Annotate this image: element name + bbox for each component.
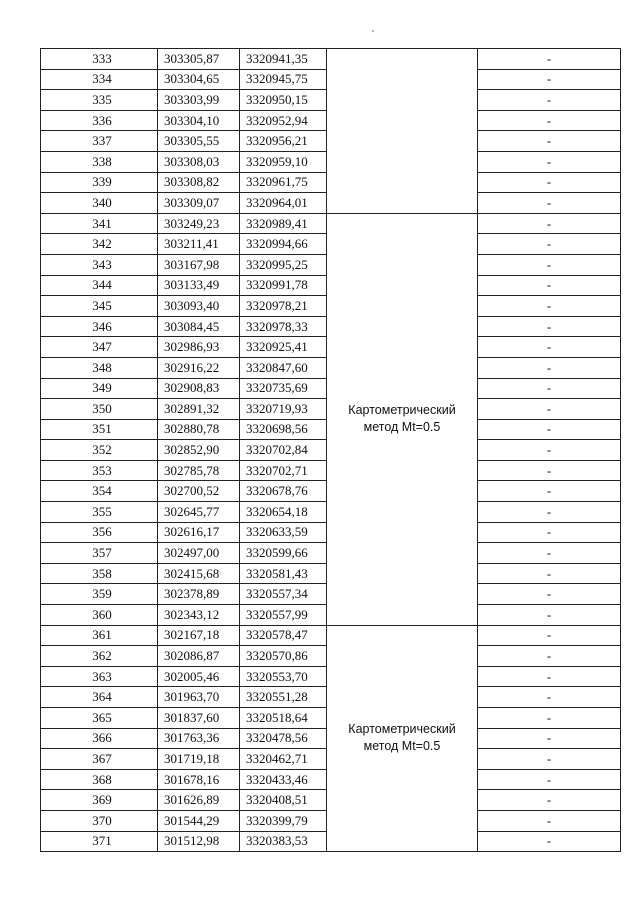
point-number-cell: 349 bbox=[41, 378, 158, 399]
point-number-cell: 344 bbox=[41, 275, 158, 296]
x-coordinate-cell: 303211,41 bbox=[158, 234, 240, 255]
y-coordinate-cell: 3320553,70 bbox=[240, 666, 327, 687]
point-number-cell: 341 bbox=[41, 213, 158, 234]
y-coordinate-cell: 3320989,41 bbox=[240, 213, 327, 234]
y-coordinate-cell: 3320956,21 bbox=[240, 131, 327, 152]
y-coordinate-cell: 3320408,51 bbox=[240, 790, 327, 811]
x-coordinate-cell: 302167,18 bbox=[158, 625, 240, 646]
point-number-cell: 334 bbox=[41, 69, 158, 90]
y-coordinate-cell: 3320941,35 bbox=[240, 49, 327, 70]
note-cell: - bbox=[478, 399, 621, 420]
y-coordinate-cell: 3320847,60 bbox=[240, 357, 327, 378]
note-cell: - bbox=[478, 460, 621, 481]
x-coordinate-cell: 303303,99 bbox=[158, 90, 240, 111]
method-text: Картометрический метод Mt=0.5 bbox=[348, 722, 456, 754]
x-coordinate-cell: 302086,87 bbox=[158, 646, 240, 667]
y-coordinate-cell: 3320959,10 bbox=[240, 151, 327, 172]
x-coordinate-cell: 303133,49 bbox=[158, 275, 240, 296]
y-coordinate-cell: 3320991,78 bbox=[240, 275, 327, 296]
x-coordinate-cell: 301678,16 bbox=[158, 769, 240, 790]
y-coordinate-cell: 3320399,79 bbox=[240, 810, 327, 831]
point-number-cell: 333 bbox=[41, 49, 158, 70]
note-cell: - bbox=[478, 790, 621, 811]
y-coordinate-cell: 3320702,71 bbox=[240, 460, 327, 481]
note-cell: - bbox=[478, 90, 621, 111]
x-coordinate-cell: 302378,89 bbox=[158, 584, 240, 605]
x-coordinate-cell: 303305,55 bbox=[158, 131, 240, 152]
x-coordinate-cell: 303304,65 bbox=[158, 69, 240, 90]
x-coordinate-cell: 302916,22 bbox=[158, 357, 240, 378]
y-coordinate-cell: 3320702,84 bbox=[240, 440, 327, 461]
y-coordinate-cell: 3320994,66 bbox=[240, 234, 327, 255]
point-number-cell: 363 bbox=[41, 666, 158, 687]
y-coordinate-cell: 3320478,56 bbox=[240, 728, 327, 749]
point-number-cell: 345 bbox=[41, 296, 158, 317]
x-coordinate-cell: 302785,78 bbox=[158, 460, 240, 481]
point-number-cell: 356 bbox=[41, 522, 158, 543]
point-number-cell: 360 bbox=[41, 605, 158, 626]
y-coordinate-cell: 3320462,71 bbox=[240, 749, 327, 770]
x-coordinate-cell: 302415,68 bbox=[158, 563, 240, 584]
note-cell: - bbox=[478, 193, 621, 214]
x-coordinate-cell: 302343,12 bbox=[158, 605, 240, 626]
x-coordinate-cell: 301719,18 bbox=[158, 749, 240, 770]
point-number-cell: 359 bbox=[41, 584, 158, 605]
point-number-cell: 369 bbox=[41, 790, 158, 811]
note-cell: - bbox=[478, 728, 621, 749]
note-cell: - bbox=[478, 69, 621, 90]
y-coordinate-cell: 3320383,53 bbox=[240, 831, 327, 852]
y-coordinate-cell: 3320735,69 bbox=[240, 378, 327, 399]
note-cell: - bbox=[478, 316, 621, 337]
y-coordinate-cell: 3320698,56 bbox=[240, 419, 327, 440]
x-coordinate-cell: 302005,46 bbox=[158, 666, 240, 687]
note-cell: - bbox=[478, 625, 621, 646]
x-coordinate-cell: 303308,03 bbox=[158, 151, 240, 172]
point-number-cell: 365 bbox=[41, 708, 158, 729]
point-number-cell: 355 bbox=[41, 502, 158, 523]
note-cell: - bbox=[478, 213, 621, 234]
point-number-cell: 337 bbox=[41, 131, 158, 152]
note-cell: - bbox=[478, 810, 621, 831]
note-cell: - bbox=[478, 646, 621, 667]
note-cell: - bbox=[478, 378, 621, 399]
x-coordinate-cell: 301626,89 bbox=[158, 790, 240, 811]
point-number-cell: 367 bbox=[41, 749, 158, 770]
point-number-cell: 368 bbox=[41, 769, 158, 790]
y-coordinate-cell: 3320995,25 bbox=[240, 254, 327, 275]
table-row bbox=[41, 625, 621, 646]
note-cell: - bbox=[478, 337, 621, 358]
y-coordinate-cell: 3320978,33 bbox=[240, 316, 327, 337]
point-number-cell: 351 bbox=[41, 419, 158, 440]
point-number-cell: 352 bbox=[41, 440, 158, 461]
note-cell: - bbox=[478, 563, 621, 584]
method-text: Картометрический метод Mt=0.5 bbox=[348, 403, 456, 435]
y-coordinate-cell: 3320633,59 bbox=[240, 522, 327, 543]
x-coordinate-cell: 301512,98 bbox=[158, 831, 240, 852]
note-cell: - bbox=[478, 502, 621, 523]
y-coordinate-cell: 3320433,46 bbox=[240, 769, 327, 790]
point-number-cell: 371 bbox=[41, 831, 158, 852]
y-coordinate-cell: 3320570,86 bbox=[240, 646, 327, 667]
note-cell: - bbox=[478, 831, 621, 852]
x-coordinate-cell: 302497,00 bbox=[158, 543, 240, 564]
point-number-cell: 358 bbox=[41, 563, 158, 584]
point-number-cell: 336 bbox=[41, 110, 158, 131]
note-cell: - bbox=[478, 151, 621, 172]
note-cell: - bbox=[478, 275, 621, 296]
point-number-cell: 335 bbox=[41, 90, 158, 111]
y-coordinate-cell: 3320557,99 bbox=[240, 605, 327, 626]
y-coordinate-cell: 3320599,66 bbox=[240, 543, 327, 564]
y-coordinate-cell: 3320964,01 bbox=[240, 193, 327, 214]
note-cell: - bbox=[478, 254, 621, 275]
x-coordinate-cell: 302852,90 bbox=[158, 440, 240, 461]
x-coordinate-cell: 303093,40 bbox=[158, 296, 240, 317]
y-coordinate-cell: 3320578,47 bbox=[240, 625, 327, 646]
point-number-cell: 370 bbox=[41, 810, 158, 831]
point-number-cell: 366 bbox=[41, 728, 158, 749]
y-coordinate-cell: 3320950,15 bbox=[240, 90, 327, 111]
x-coordinate-cell: 301837,60 bbox=[158, 708, 240, 729]
note-cell: - bbox=[478, 357, 621, 378]
note-cell: - bbox=[478, 419, 621, 440]
note-cell: - bbox=[478, 708, 621, 729]
x-coordinate-cell: 302908,83 bbox=[158, 378, 240, 399]
point-number-cell: 362 bbox=[41, 646, 158, 667]
y-coordinate-cell: 3320945,75 bbox=[240, 69, 327, 90]
y-coordinate-cell: 3320518,64 bbox=[240, 708, 327, 729]
note-cell: - bbox=[478, 131, 621, 152]
point-number-cell: 338 bbox=[41, 151, 158, 172]
point-number-cell: 348 bbox=[41, 357, 158, 378]
y-coordinate-cell: 3320978,21 bbox=[240, 296, 327, 317]
y-coordinate-cell: 3320581,43 bbox=[240, 563, 327, 584]
x-coordinate-cell: 302880,78 bbox=[158, 419, 240, 440]
point-number-cell: 350 bbox=[41, 399, 158, 420]
table-row bbox=[41, 213, 621, 234]
y-coordinate-cell: 3320557,34 bbox=[240, 584, 327, 605]
method-cell bbox=[327, 213, 478, 625]
point-number-cell: 347 bbox=[41, 337, 158, 358]
point-number-cell: 354 bbox=[41, 481, 158, 502]
x-coordinate-cell: 302700,52 bbox=[158, 481, 240, 502]
note-cell: - bbox=[478, 687, 621, 708]
x-coordinate-cell: 301963,70 bbox=[158, 687, 240, 708]
x-coordinate-cell: 303308,82 bbox=[158, 172, 240, 193]
note-cell: - bbox=[478, 769, 621, 790]
x-coordinate-cell: 303084,45 bbox=[158, 316, 240, 337]
note-cell: - bbox=[478, 605, 621, 626]
note-cell: - bbox=[478, 666, 621, 687]
note-cell: - bbox=[478, 522, 621, 543]
y-coordinate-cell: 3320961,75 bbox=[240, 172, 327, 193]
x-coordinate-cell: 303305,87 bbox=[158, 49, 240, 70]
x-coordinate-cell: 302986,93 bbox=[158, 337, 240, 358]
x-coordinate-cell: 303309,07 bbox=[158, 193, 240, 214]
note-cell: - bbox=[478, 481, 621, 502]
note-cell: - bbox=[478, 749, 621, 770]
method-cell bbox=[327, 625, 478, 852]
point-number-cell: 361 bbox=[41, 625, 158, 646]
y-coordinate-cell: 3320719,93 bbox=[240, 399, 327, 420]
point-number-cell: 357 bbox=[41, 543, 158, 564]
note-cell: - bbox=[478, 440, 621, 461]
scan-dot bbox=[372, 30, 374, 32]
point-number-cell: 364 bbox=[41, 687, 158, 708]
note-cell: - bbox=[478, 49, 621, 70]
y-coordinate-cell: 3320654,18 bbox=[240, 502, 327, 523]
x-coordinate-cell: 302616,17 bbox=[158, 522, 240, 543]
point-number-cell: 340 bbox=[41, 193, 158, 214]
note-cell: - bbox=[478, 172, 621, 193]
coordinates-table bbox=[40, 48, 621, 852]
method-cell bbox=[327, 49, 478, 214]
note-cell: - bbox=[478, 110, 621, 131]
table-row bbox=[41, 49, 621, 70]
coordinates-table-body bbox=[41, 49, 621, 852]
note-cell: - bbox=[478, 296, 621, 317]
x-coordinate-cell: 301544,29 bbox=[158, 810, 240, 831]
x-coordinate-cell: 303249,23 bbox=[158, 213, 240, 234]
note-cell: - bbox=[478, 234, 621, 255]
note-cell: - bbox=[478, 584, 621, 605]
y-coordinate-cell: 3320678,76 bbox=[240, 481, 327, 502]
point-number-cell: 346 bbox=[41, 316, 158, 337]
note-cell: - bbox=[478, 543, 621, 564]
point-number-cell: 342 bbox=[41, 234, 158, 255]
point-number-cell: 339 bbox=[41, 172, 158, 193]
point-number-cell: 353 bbox=[41, 460, 158, 481]
x-coordinate-cell: 303304,10 bbox=[158, 110, 240, 131]
y-coordinate-cell: 3320925,41 bbox=[240, 337, 327, 358]
x-coordinate-cell: 302891,32 bbox=[158, 399, 240, 420]
point-number-cell: 343 bbox=[41, 254, 158, 275]
x-coordinate-cell: 302645,77 bbox=[158, 502, 240, 523]
x-coordinate-cell: 303167,98 bbox=[158, 254, 240, 275]
y-coordinate-cell: 3320952,94 bbox=[240, 110, 327, 131]
y-coordinate-cell: 3320551,28 bbox=[240, 687, 327, 708]
x-coordinate-cell: 301763,36 bbox=[158, 728, 240, 749]
